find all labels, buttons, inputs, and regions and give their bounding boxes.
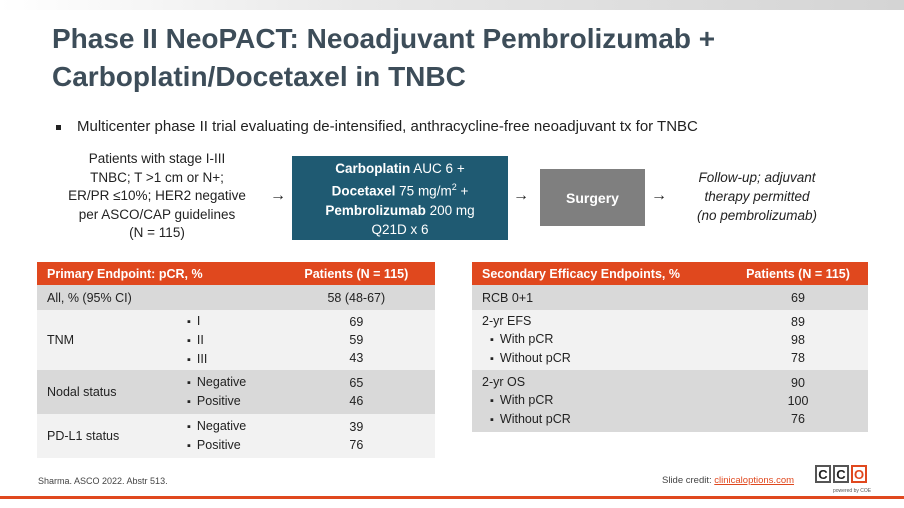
subgroup-label: ▪ Positive (187, 436, 268, 455)
table-row (472, 285, 868, 310)
patients-line: TNBC; T >1 cm or N+; (90, 169, 224, 185)
surgery-box: Surgery (540, 169, 645, 226)
row-values (278, 370, 435, 414)
treatment-box (292, 156, 508, 240)
logo-letter: C (815, 465, 831, 483)
row-subgroups (177, 370, 278, 414)
pembro-dose: 200 mg (425, 202, 475, 218)
primary-header-endpoint: Primary Endpoint: pCR, % (37, 262, 278, 285)
table-row (472, 370, 868, 432)
bottom-accent-bar (0, 496, 904, 499)
row-value: 43 (349, 351, 364, 365)
secondary-header-endpoint: Secondary Efficacy Endpoints, % (472, 262, 728, 285)
row-value: 78 (791, 351, 805, 365)
row-label: All, % (95% CI) (37, 285, 278, 310)
row-label: RCB 0+1 (472, 285, 728, 310)
subgroup-label: ▪ Without pCR (482, 349, 718, 368)
secondary-header-patients: Patients (N = 115) (728, 262, 868, 285)
title-line-2: Carboplatin/Docetaxel in TNBC (52, 61, 466, 92)
subgroup-label: ▪ Without pCR (482, 410, 718, 429)
row-value: 58 (48-67) (278, 285, 435, 310)
subgroup-label: ▪ I (187, 312, 268, 331)
study-description (56, 118, 698, 135)
bullet-square-icon (56, 125, 61, 130)
table-row (37, 370, 435, 414)
row-value: 76 (791, 412, 805, 426)
row-label: 2-yr EFS (482, 314, 532, 328)
primary-header-patients: Patients (N = 115) (278, 262, 435, 285)
row-label: 2-yr OS (482, 375, 526, 389)
followup-line: therapy permitted (704, 189, 810, 204)
row-values (278, 310, 435, 370)
table-row (37, 285, 435, 310)
subgroup-label: ▪ Negative (187, 373, 268, 392)
row-label: PD-L1 status (37, 414, 177, 458)
logo-letter: C (833, 465, 849, 483)
drug-docetaxel: Docetaxel (331, 183, 396, 199)
row-value: 39 (349, 420, 364, 434)
source-citation: Sharma. ASCO 2022. Abstr 513. (38, 476, 168, 486)
slide-credit (662, 475, 794, 486)
doce-dose-sup: 2 (451, 182, 457, 192)
patients-line: (N = 115) (129, 225, 185, 240)
row-value: 89 (791, 315, 805, 329)
subgroup-label: ▪ Positive (187, 392, 268, 411)
row-values (728, 370, 868, 432)
logo-letter: O (851, 465, 867, 483)
followup-line: (no pembrolizumab) (696, 208, 818, 223)
followup-text (672, 168, 842, 225)
row-label: Nodal status (37, 370, 177, 414)
slide-title (52, 20, 872, 96)
row-value: 100 (787, 394, 809, 408)
top-gradient-bar (0, 0, 904, 10)
patients-line: per ASCO/CAP guidelines (78, 206, 236, 222)
row-label: TNM (37, 310, 177, 370)
table-row (472, 310, 868, 370)
secondary-endpoint-table (472, 262, 868, 432)
followup-line: Follow-up; adjuvant (698, 170, 816, 185)
treatment-schedule: Q21D x 6 (371, 221, 429, 237)
row-value: 69 (728, 285, 868, 310)
row-value: 90 (791, 376, 805, 390)
row-value: 69 (349, 315, 364, 329)
patients-line: Patients with stage I-III (88, 151, 226, 166)
carbo-dose: AUC 6 + (410, 161, 465, 176)
patients-box (46, 150, 268, 243)
row-subgroups (177, 310, 278, 370)
row-value: 65 (349, 376, 364, 390)
powered-by: powered by COE (833, 488, 872, 494)
row-values (278, 414, 435, 458)
drug-carboplatin: Carboplatin (335, 161, 411, 176)
subgroup-label: ▪ With pCR (482, 330, 718, 349)
row-subgroups (472, 310, 728, 370)
row-value: 76 (349, 438, 364, 452)
table-row (37, 414, 435, 458)
row-values (728, 310, 868, 370)
subgroup-label: ▪ With pCR (482, 391, 718, 410)
subgroup-label: ▪ III (187, 350, 268, 369)
bullet-text: Multicenter phase II trial evaluating de-intensified, anthracycline-free neoadjuvant tx for TNBC (77, 118, 698, 135)
patients-line: ER/PR ≤10%; HER2 negative (68, 188, 246, 203)
credit-link[interactable]: clinicaloptions.com (714, 475, 795, 486)
credit-label: Slide credit: (662, 475, 715, 486)
row-value: 98 (791, 333, 805, 347)
row-value: 59 (349, 333, 364, 347)
row-subgroups (177, 414, 278, 458)
drug-pembrolizumab: Pembrolizumab (325, 202, 426, 218)
arrow-right-icon: → (651, 187, 667, 204)
table-row (37, 310, 435, 370)
cco-logo (815, 465, 867, 483)
doce-dose: 75 mg/m (395, 183, 452, 199)
row-subgroups (472, 370, 728, 432)
row-value: 46 (349, 394, 364, 408)
primary-endpoint-table (37, 262, 435, 458)
arrow-right-icon: → (513, 187, 529, 204)
title-line-1: Phase II NeoPACT: Neoadjuvant Pembrolizumab + (52, 23, 716, 54)
doce-tail: + (456, 183, 469, 199)
arrow-right-icon: → (270, 187, 286, 204)
subgroup-label: ▪ II (187, 331, 268, 350)
subgroup-label: ▪ Negative (187, 417, 268, 436)
